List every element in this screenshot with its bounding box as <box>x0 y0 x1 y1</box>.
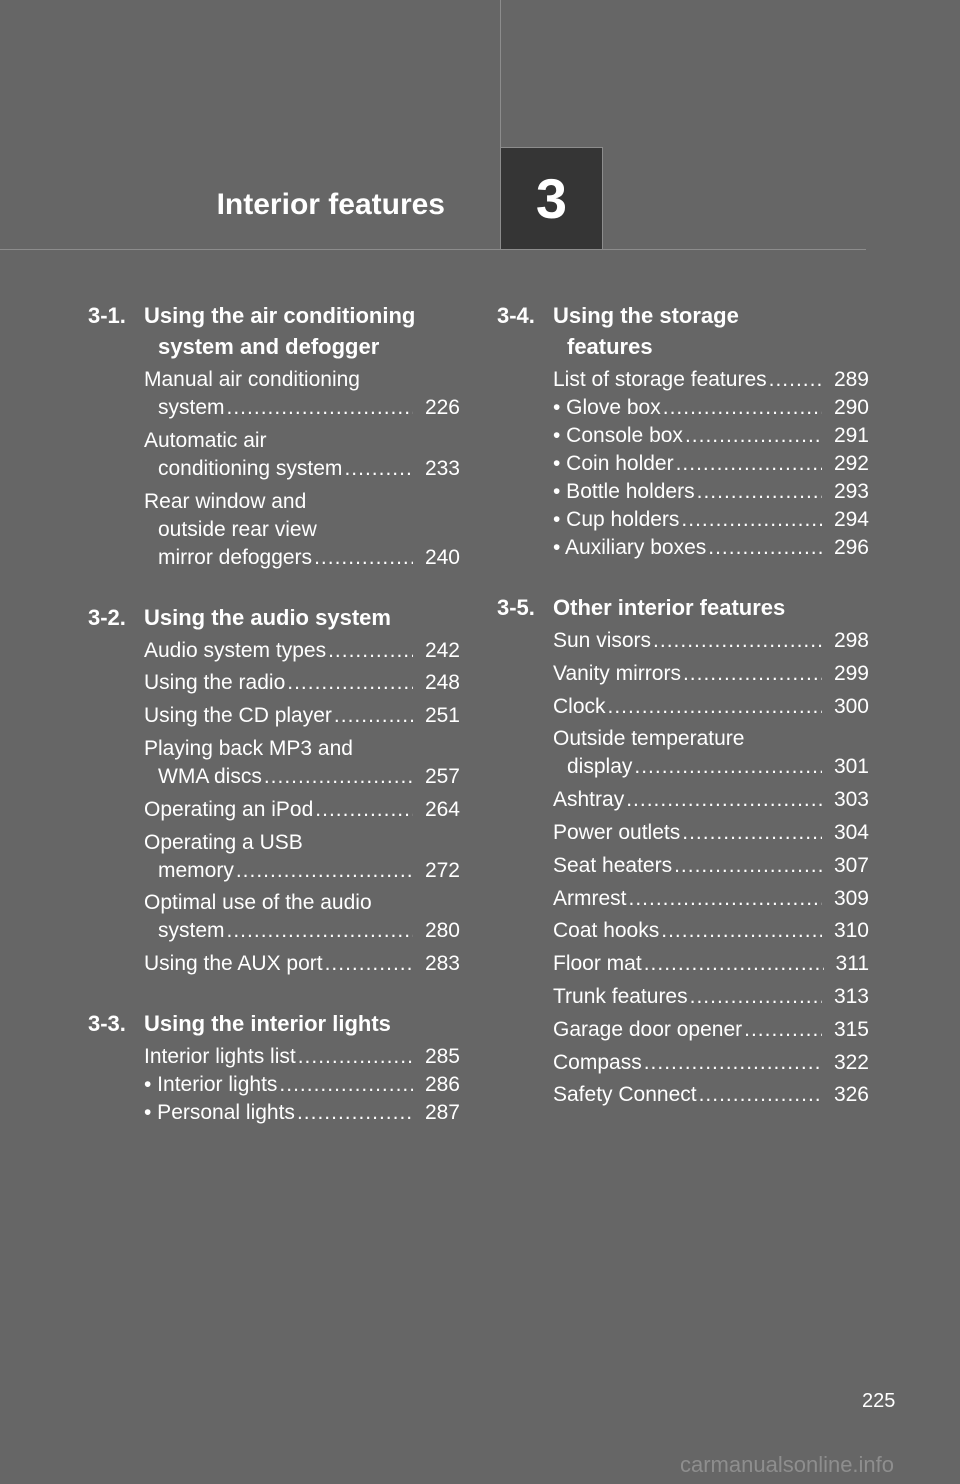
entry-text-line: Automatic air <box>144 428 267 452</box>
entry-page-number: 310 <box>833 919 869 943</box>
entry-text: Vanity mirrors <box>553 661 681 685</box>
entry-list <box>88 1043 460 1127</box>
toc-section <box>497 592 869 1109</box>
entry-text: Interior lights list <box>144 1045 296 1069</box>
dot-leader <box>708 534 822 562</box>
entry-line <box>553 917 869 945</box>
dot-leader <box>681 506 822 534</box>
toc-entry[interactable] <box>553 450 869 478</box>
entry-line <box>553 478 869 506</box>
entry-line <box>144 950 460 978</box>
entry-text-line: outside rear view <box>158 517 317 541</box>
dot-leader <box>644 950 824 978</box>
section-number: 3-2. <box>88 604 126 630</box>
section-heading <box>497 592 869 623</box>
dot-leader <box>287 669 413 697</box>
entry-text: Coat hooks <box>553 919 660 943</box>
entry-text-line: Operating a USB <box>144 830 303 854</box>
entry-line <box>144 394 460 422</box>
toc-entry[interactable] <box>144 735 460 791</box>
entry-page-number: 242 <box>424 638 460 662</box>
entry-text: Armrest <box>553 886 627 910</box>
entry-text: List of storage features <box>553 368 767 391</box>
dot-leader <box>685 422 822 450</box>
entry-line <box>553 627 869 655</box>
section-heading <box>497 300 869 362</box>
entry-line <box>553 450 869 478</box>
toc-section <box>497 300 869 562</box>
page-number: 225 <box>862 1390 896 1412</box>
entry-page-number: 289 <box>833 368 869 391</box>
entry-page-number: 326 <box>833 1083 869 1107</box>
entry-text-line: Outside temperature <box>553 727 745 751</box>
dot-leader <box>264 763 413 791</box>
dot-leader <box>298 1043 413 1071</box>
entry-text: • Personal lights <box>144 1101 295 1125</box>
entry-text: Floor mat <box>553 952 642 976</box>
dot-leader <box>683 660 822 688</box>
entry-page-number: 248 <box>424 671 460 695</box>
entry-page-number: 299 <box>833 661 869 685</box>
section-title-line: Using the storage <box>553 303 739 328</box>
toc-entry[interactable] <box>144 1071 460 1099</box>
entry-text: system <box>158 919 225 943</box>
section-title-line: Using the audio system <box>144 604 391 630</box>
entry-line <box>553 1081 869 1109</box>
dot-leader <box>661 917 822 945</box>
entry-line <box>144 637 460 665</box>
toc-entry[interactable] <box>553 725 869 781</box>
entry-text: memory <box>158 858 234 882</box>
entry-page-number: 272 <box>424 858 460 882</box>
entry-line <box>553 950 869 978</box>
entry-line <box>553 885 869 913</box>
entry-line <box>553 819 869 847</box>
dot-leader <box>663 394 822 422</box>
toc-section <box>88 1008 460 1127</box>
toc-entry[interactable] <box>553 1049 869 1077</box>
entry-text-line: Optimal use of the audio <box>144 891 372 915</box>
entry-line <box>553 660 869 688</box>
entry-line <box>144 796 460 824</box>
chapter-number: 3 <box>535 166 568 230</box>
entry-text: • Glove box <box>553 396 661 419</box>
toc-entry[interactable] <box>144 702 460 730</box>
dot-leader <box>608 693 822 721</box>
entry-line <box>553 753 869 781</box>
entry-page-number: 309 <box>833 886 869 910</box>
toc-entry[interactable] <box>144 488 460 572</box>
section-number: 3-4. <box>497 303 535 328</box>
dot-leader <box>690 983 822 1011</box>
toc-entry[interactable] <box>144 669 460 697</box>
entry-text: Seat heaters <box>553 853 673 877</box>
toc-entry[interactable] <box>553 394 869 422</box>
toc-entry[interactable] <box>553 422 869 450</box>
toc-section <box>88 300 460 572</box>
toc-left-column <box>88 300 460 1157</box>
entry-page-number: 233 <box>424 456 460 480</box>
dot-leader <box>314 544 413 572</box>
dot-leader <box>682 819 822 847</box>
entry-text: Power outlets <box>553 820 681 844</box>
entry-text: Compass <box>553 1050 642 1074</box>
entry-page-number: 313 <box>833 984 869 1008</box>
entry-list <box>497 366 869 562</box>
toc-entry[interactable] <box>553 478 869 506</box>
entry-text: Operating an iPod <box>144 797 314 821</box>
entry-line <box>553 534 869 562</box>
entry-page-number: 293 <box>833 480 869 503</box>
toc-entry[interactable] <box>144 366 460 422</box>
entry-text: Using the radio <box>144 671 286 695</box>
entry-line <box>553 983 869 1011</box>
entry-text: Using the AUX port <box>144 952 323 976</box>
toc-entry[interactable] <box>553 983 869 1011</box>
entry-page-number: 292 <box>833 452 869 475</box>
entry-text: • Cup holders <box>553 508 680 531</box>
dot-leader <box>674 852 822 880</box>
entry-page-number: 300 <box>833 694 869 718</box>
toc-entry[interactable] <box>553 885 869 913</box>
entry-text: Using the CD player <box>144 704 332 728</box>
toc-entry[interactable] <box>553 786 869 814</box>
entry-line <box>553 693 869 721</box>
entry-line <box>144 669 460 697</box>
entry-text: Sun visors <box>553 629 652 652</box>
entry-page-number: 240 <box>424 545 460 569</box>
entry-line <box>553 786 869 814</box>
section-number: 3-1. <box>88 303 126 328</box>
watermark: carmanualsonline.info <box>680 1452 895 1477</box>
entry-line <box>553 1016 869 1044</box>
entry-line <box>144 455 460 483</box>
dot-leader <box>297 1099 413 1127</box>
toc-entry[interactable] <box>144 1099 460 1127</box>
entry-page-number: 307 <box>833 853 869 877</box>
dot-leader <box>644 1049 822 1077</box>
entry-page-number: 296 <box>833 536 869 559</box>
dot-leader <box>236 857 413 885</box>
toc-entry[interactable] <box>553 693 869 721</box>
entry-text: Garage door opener <box>553 1017 743 1041</box>
entry-line <box>553 1049 869 1077</box>
toc-entry[interactable] <box>553 366 869 394</box>
entry-text: system <box>158 396 225 419</box>
entry-line <box>553 394 869 422</box>
entry-text: mirror defoggers <box>158 545 313 569</box>
toc-entry[interactable] <box>553 1016 869 1044</box>
section-heading <box>88 602 460 633</box>
dot-leader <box>334 702 413 730</box>
entry-text: WMA discs <box>158 764 262 788</box>
toc-entry[interactable] <box>553 819 869 847</box>
entry-text-line: Rear window and <box>144 489 307 513</box>
entry-line <box>553 506 869 534</box>
entry-list <box>88 637 460 979</box>
toc-entry[interactable] <box>144 1043 460 1071</box>
entry-line <box>144 917 460 945</box>
dot-leader <box>315 796 413 824</box>
entry-page-number: 264 <box>424 797 460 821</box>
section-title-line: features <box>567 334 653 359</box>
dot-leader <box>634 753 822 781</box>
entry-page-number: 291 <box>833 424 869 447</box>
toc-right-column <box>497 300 869 1139</box>
dot-leader <box>279 1071 413 1099</box>
entry-page-number: 301 <box>833 755 869 779</box>
entry-text-line: Manual air conditioning <box>144 368 360 391</box>
toc-entry[interactable] <box>144 427 460 483</box>
toc-entry[interactable] <box>144 637 460 665</box>
dot-leader <box>344 455 413 483</box>
section-title-line: Using the air conditioning <box>144 303 416 328</box>
entry-text: Clock <box>553 694 606 718</box>
entry-page-number: 322 <box>833 1050 869 1074</box>
entry-text: • Auxiliary boxes <box>553 536 707 559</box>
section-title-line: Other interior features <box>553 595 786 620</box>
entry-page-number: 315 <box>833 1017 869 1041</box>
entry-text: display <box>567 755 633 779</box>
entry-text: • Bottle holders <box>553 480 695 503</box>
entry-page-number: 290 <box>833 396 869 419</box>
dot-leader <box>629 885 822 913</box>
entry-line <box>553 366 869 394</box>
section-heading <box>88 300 460 362</box>
dot-leader <box>676 450 822 478</box>
toc-entry[interactable] <box>144 829 460 885</box>
entry-page-number: 298 <box>833 629 869 652</box>
section-title <box>144 300 460 362</box>
toc-section <box>88 602 460 979</box>
entry-page-number: 285 <box>424 1045 460 1069</box>
chapter-number-tab <box>500 147 603 249</box>
dot-leader <box>626 786 822 814</box>
entry-page-number: 251 <box>424 704 460 728</box>
entry-page-number: 287 <box>424 1101 460 1125</box>
entry-list <box>88 366 460 572</box>
entry-text: conditioning system <box>158 456 343 480</box>
entry-page-number: 304 <box>833 820 869 844</box>
dot-leader <box>769 366 822 394</box>
entry-line <box>144 1071 460 1099</box>
entry-page-number: 226 <box>424 396 460 419</box>
entry-text: • Interior lights <box>144 1073 278 1097</box>
entry-text: • Console box <box>553 424 683 447</box>
dot-leader <box>653 627 822 655</box>
entry-page-number: 283 <box>424 952 460 976</box>
toc-entry[interactable] <box>144 950 460 978</box>
toc-entry[interactable] <box>553 852 869 880</box>
entry-line <box>553 852 869 880</box>
entry-line <box>144 544 460 572</box>
dot-leader <box>328 637 413 665</box>
entry-text: • Coin holder <box>553 452 674 475</box>
dot-leader <box>227 394 413 422</box>
entry-page-number: 294 <box>833 508 869 531</box>
entry-line <box>144 702 460 730</box>
toc-entry[interactable] <box>553 917 869 945</box>
section-title <box>144 602 460 633</box>
section-title <box>553 300 869 362</box>
dot-leader <box>227 917 413 945</box>
section-title-line: Using the interior lights <box>144 1011 391 1037</box>
section-title <box>553 592 869 623</box>
entry-text: Audio system types <box>144 638 327 662</box>
section-number: 3-3. <box>88 1011 126 1037</box>
chapter-title: Interior features <box>216 188 445 221</box>
toc-entry[interactable] <box>553 950 869 978</box>
entry-text: Safety Connect <box>553 1083 697 1107</box>
entry-line <box>144 763 460 791</box>
entry-list <box>497 627 869 1109</box>
dot-leader <box>699 1081 822 1109</box>
entry-page-number: 311 <box>835 952 869 976</box>
toc-entry[interactable] <box>553 534 869 562</box>
entry-page-number: 286 <box>424 1073 460 1097</box>
dot-leader <box>697 478 822 506</box>
entry-page-number: 280 <box>424 919 460 943</box>
entry-line <box>144 1043 460 1071</box>
section-number: 3-5. <box>497 595 535 620</box>
section-title-line: system and defogger <box>158 334 380 359</box>
toc-entry[interactable] <box>144 796 460 824</box>
toc-entry[interactable] <box>553 1081 869 1109</box>
section-title <box>144 1008 460 1039</box>
entry-page-number: 257 <box>424 764 460 788</box>
toc-entry[interactable] <box>144 889 460 945</box>
entry-line <box>144 1099 460 1127</box>
entry-text: Ashtray <box>553 788 625 812</box>
dot-leader <box>325 950 413 978</box>
entry-page-number: 303 <box>833 788 869 812</box>
entry-line <box>144 857 460 885</box>
toc-entry[interactable] <box>553 506 869 534</box>
entry-text: Trunk features <box>553 984 688 1008</box>
header-horizontal-rule <box>0 249 866 250</box>
entry-line <box>553 422 869 450</box>
entry-text-line: Playing back MP3 and <box>144 736 353 760</box>
section-heading <box>88 1008 460 1039</box>
toc-entry[interactable] <box>553 660 869 688</box>
dot-leader <box>744 1016 822 1044</box>
toc-entry[interactable] <box>553 627 869 655</box>
